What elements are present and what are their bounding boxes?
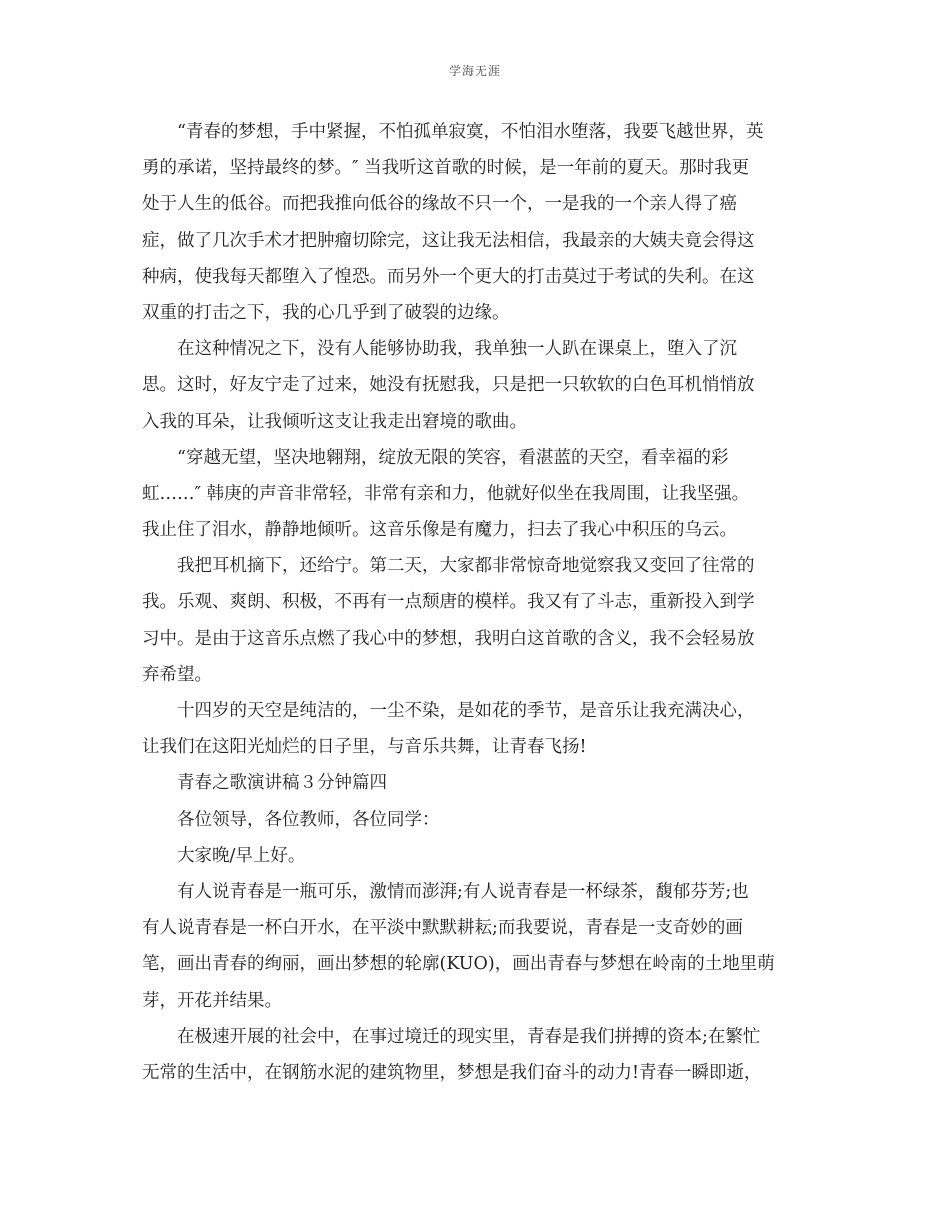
text-line: 让我们在这阳光灿烂的日子里，与音乐共舞，让青春飞扬! <box>142 737 587 758</box>
text-line: 在这种情况之下，没有人能够协助我，我单独一人趴在课桌上，堕入了沉 <box>177 339 737 360</box>
text-line: 十四岁的天空是纯洁的，一尘不染，是如花的季节，是音乐让我充满决心， <box>177 701 755 721</box>
text-line: “青春的梦想，手中紧握，不怕孤单寂寞，不怕泪水堕落，我要飞越世界，英 <box>177 122 764 142</box>
text-line: 有人说青春是一杯白开水，在平淡中默默耕耘;而我要说，青春是一支奇妙的画 <box>142 918 743 939</box>
text-line: 我。乐观、爽朗、积极，不再有一点颓唐的模样。我又有了斗志，重新投入到学 <box>142 592 755 613</box>
paragraph <box>142 440 810 549</box>
text-line: 各位领导，各位教师，各位同学： <box>177 809 440 830</box>
paragraph <box>142 838 810 874</box>
text-line: “穿越无望，坚决地翱翔，绽放无限的笑容，看湛蓝的天空，看幸福的彩 <box>177 447 729 468</box>
text-line: 入我的耳朵，让我倾听这支让我走出窘境的歌曲。 <box>142 411 527 432</box>
paragraph <box>142 548 810 693</box>
text-line: 双重的打击之下，我的心几乎到了破裂的边缘。 <box>142 302 510 323</box>
text-line: 有人说青春是一瓶可乐，激情而澎湃;有人说青春是一杯绿茶，馥郁芬芳;也 <box>177 881 749 902</box>
text-line: 虹……″ 韩庚的声音非常轻，非常有亲和力，他就好似坐在我周围，让我坚强。 <box>142 483 750 504</box>
paragraph <box>142 1019 810 1091</box>
document-body <box>142 114 810 1091</box>
text-line: 习中。是由于这音乐点燃了我心中的梦想，我明白这首歌的含义，我不会轻易放 <box>142 628 755 649</box>
text-line: 青春之歌演讲稿３分钟篇四 <box>177 773 387 794</box>
text-line: 种病，使我每天都堕入了惶恐。而另外一个更大的打击莫过于考试的失利。在这 <box>142 266 755 287</box>
paragraph <box>142 114 810 331</box>
paragraph <box>142 874 810 1019</box>
text-line: 大家晚/早上好。 <box>177 845 306 866</box>
text-line: 在极速开展的社会中，在事过境迁的现实里，青春是我们拼搏的资本;在繁忙 <box>177 1026 761 1047</box>
text-line: 笔，画出青春的绚丽，画出梦想的轮廓(KUO)，画出青春与梦想在岭南的土地里萌 <box>142 954 775 975</box>
text-line: 症，做了几次手术才把肿瘤切除完，这让我无法相信，我最亲的大姨夫竟会得这 <box>142 230 755 251</box>
text-line: 思。这时，好友宁走了过来，她没有抚慰我，只是把一只软软的白色耳机悄悄放 <box>142 375 755 396</box>
text-line: 无常的生活中，在钢筋水泥的建筑物里，梦想是我们奋斗的动力!青春一瞬即逝， <box>142 1062 762 1083</box>
paragraph <box>142 693 810 765</box>
text-line: 处于人生的低谷。而把我推向低谷的缘故不只一个，一是我的一个亲人得了癌 <box>142 194 737 215</box>
page-header: 学海无涯 <box>448 64 501 78</box>
text-line: 我把耳机摘下，还给宁。第二天，大家都非常惊奇地觉察我又变回了往常的 <box>177 556 755 577</box>
text-line: 芽，开花并结果。 <box>142 990 282 1011</box>
paragraph <box>142 765 810 801</box>
text-line: 弃希望。 <box>142 664 212 685</box>
text-line: 勇的承诺，坚持最终的梦。″ 当我听这首歌的时候，是一年前的夏天。那时我更 <box>142 158 750 179</box>
paragraph <box>142 802 810 838</box>
paragraph <box>142 331 810 440</box>
text-line: 我止住了泪水，静静地倾听。这音乐像是有魔力，扫去了我心中积压的乌云。 <box>142 520 737 541</box>
